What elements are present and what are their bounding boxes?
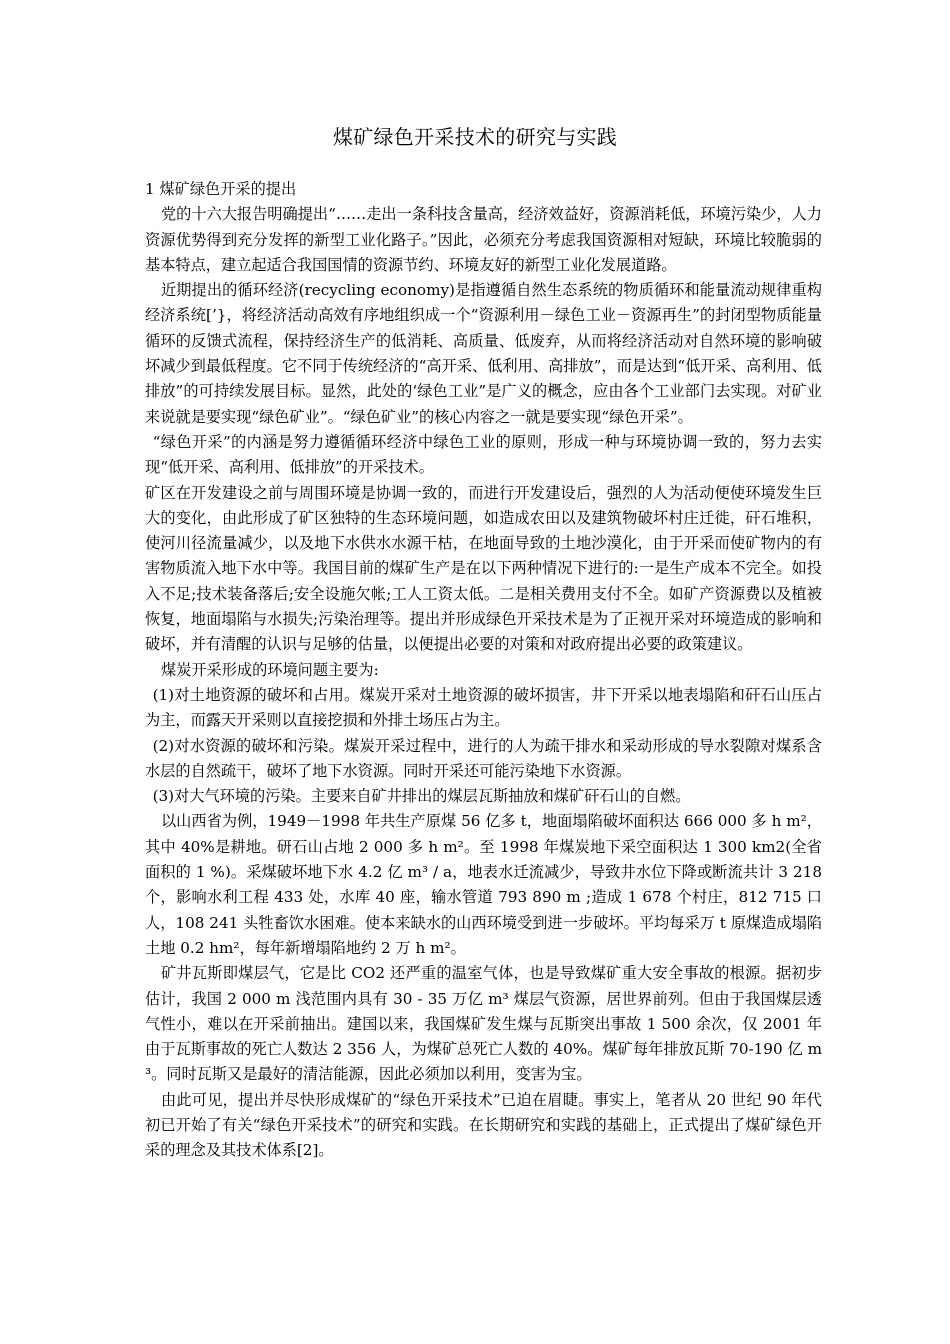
section-heading: 1 煤矿绿色开采的提出 [145,180,297,198]
list-item: (3)对大气环境的污染。主要来自矿井排出的煤层瓦斯抽放和煤矿矸石山的自燃。 [152,787,691,806]
paragraph: 党的十六大报告明确提出“……走出一条科技含量高，经济效益好，资源消耗低，环境污染少，人力资源优势得到充分发挥的新型工业化路子。”因此，必须充分考虑我国资源相对短缺，环境比较脆弱的基本特点，建立起适合我国国情的资源节约、环境友好的新型工业化发展道路。 [145,205,822,274]
paragraph: 由此可见，提出并尽快形成煤矿的“绿色开采技术”已迫在眉睫。事实上，笔者从 20 世纪 90 年代初已开始了有关“绿色开采技术”的研究和实践。在长期研究和实践的基础上，正式提出了煤矿绿色开采的理念及其技术体系[2]。 [145,1090,822,1160]
list-item: (1)对土地资源的破坏和占用。煤炭开采对土地资源的破坏损害，井下开采以地表塌陷和矸石山压占为主，而露天开采则以直接挖损和外排土场压占为主。 [145,685,822,730]
paragraph: 以山西省为例，1949－1998 年共生产原煤 56 亿多 t，地面塌陷破坏面积达 666 000 多 h m²，其中 40%是耕地。研石山占地 2 000 多 h m²。至 1998 年煤炭地下采空面积达 1 300 km2(全省面积的 1 %)。采煤破坏地下水 4.2 亿 m³ / a，地表水迁流减少，导致井水位下降或断流共计 3 218 个，影响水利工程 433 处，水库 40 座，输水管道 793 890 m ;造成 1 678 个村庄，812 715 口人，108 241 头牲畜饮水困难。使本来缺水的山西环境受到进一步破坏。平均每采万 t 原煤造成塌陷土地 0.2 hm²，每年新增塌陷地约 2 万 h m²。 [145,812,822,957]
paragraph: 矿区在开发建设之前与周围环境是协调一致的，而进行开发建设后，强烈的人为活动便使环境发生巨大的变化，由此形成了矿区独特的生态环境问题，如造成农田以及建筑物破坏村庄迁徙，矸石堆积，使河川径流量减少，以及地下水供水水源干枯，在地面导致的土地沙漠化，由于开采而使矿物内的有害物质流入地下水中等。我国目前的煤矿生产是在以下两种情况下进行的:一是生产成本不完全。如投入不足;技术装备落后;安全设施欠帐;工人工资太低。二是相关费用支付不全。如矿产资源费以及植被恢复，地面塌陷与水损失;污染治理等。提出并形成绿色开采技术是为了正视开采对环境造成的影响和破坏，并有清醒的认识与足够的估量，以便提出必要的对策和对政府提出必要的政策建议。 [145,483,822,654]
paragraph: “绿色开采”的内涵是努力遵循循环经济中绿色工业的原则，形成一种与环境协调一致的，努力去实现“低开采、高利用、低排放”的开采技术。 [145,432,822,477]
paragraph: 矿井瓦斯即煤层气，它是比 CO2 还严重的温室气体，也是导致煤矿重大安全事故的根源。据初步估计，我国 2 000 m 浅范围内具有 30 - 35 万亿 m³ 煤层气资源，居世界前列。但由于我国煤层透气性小，难以在开采前抽出。建国以来，我国煤矿发生煤与瓦斯突出事故 1 500 余次，仅 2001 年由于瓦斯事故的死亡人数达 2 356 人，为煤矿总死亡人数的 40%。煤矿每年排放瓦斯 70-190 亿 m³。同时瓦斯又是最好的清洁能源，因此必须加以利用，变害为宝。 [145,964,822,1084]
paragraph: 煤炭开采形成的环境问题主要为: [160,660,379,679]
document-body [145,177,822,1164]
list-item: (2)对水资源的破坏和污染。煤炭开采过程中，进行的人为疏干排水和采动形成的导水裂隙对煤系含水层的自然疏干，破坏了地下水资源。同时开采还可能污染地下水资源。 [145,736,822,780]
paragraph: 近期提出的循环经济(recycling economy)是指遵循自然生态系统的物质循环和能量流动规律重构经济系统[’}，将经济活动高效有序地组织成一个“资源利用－绿色工业－资源再生”的封闭型物质能量循环的反馈式流程，保持经济生产的低消耗、高质量、低废弃，从而将经济活动对自然环境的影响破坏减少到最低程度。它不同于传统经济的“高开采、低利用、高排放”，而是达到“低开采、高利用、低排放”的可持续发展目标。显然，此处的‘绿色工业”是广义的概念，应由各个工业部门去实现。对矿业来说就是要实现“绿色矿业”。“绿色矿业”的核心内容之一就是要实现“绿色开采”。 [145,281,822,426]
document-title: 煤矿绿色开采技术的研究与实践 [332,125,618,149]
